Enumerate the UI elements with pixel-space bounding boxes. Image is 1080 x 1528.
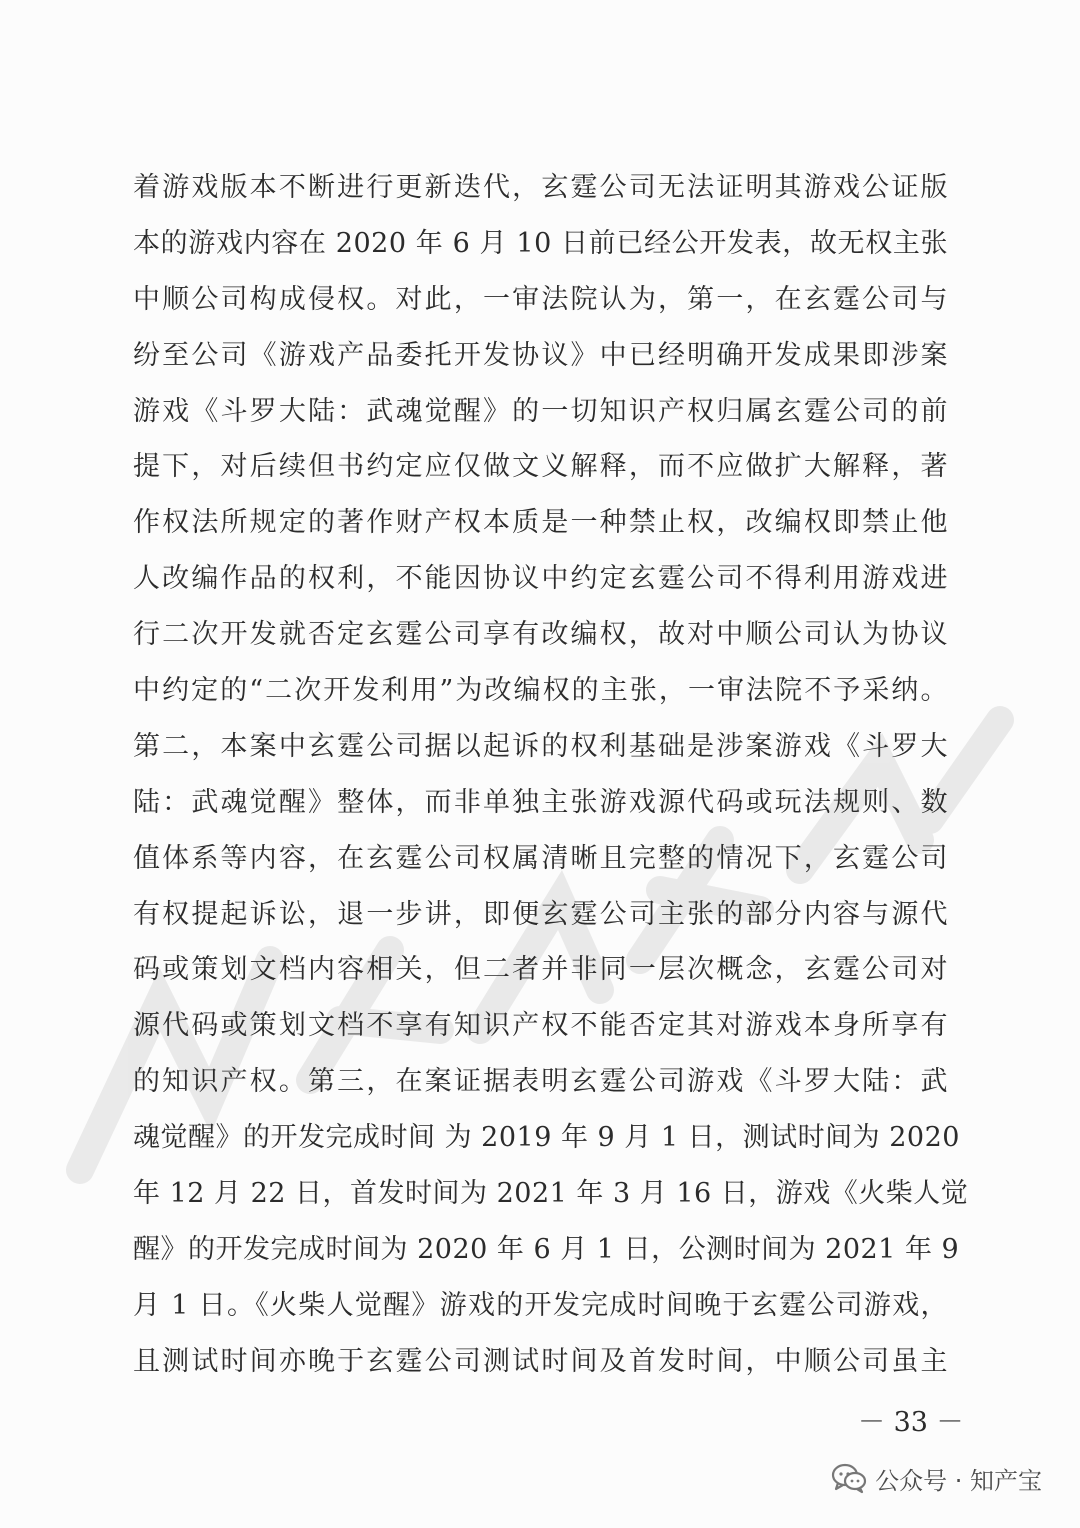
text-line: 纷至公司《游戏产品委托开发协议》中已经明确开发成果即涉案 bbox=[133, 339, 948, 371]
text-line: 游戏《斗罗大陆：武魂觉醒》的一切知识产权归属玄霆公司的前 bbox=[133, 395, 948, 427]
text-line: 中顺公司构成侵权。对此，一审法院认为，第一，在玄霆公司与 bbox=[133, 283, 948, 315]
text-line: 值体系等内容，在玄霆公司权属清晰且完整的情况下，玄霆公司 bbox=[133, 842, 948, 874]
text-line: 提下，对后续但书约定应仅做文义解释，而不应做扩大解释，著 bbox=[133, 451, 948, 483]
page-number: － 33 － bbox=[858, 1407, 964, 1438]
text-line: 陆：武魂觉醒》整体，而非单独主张游戏源代码或玩法规则、数 bbox=[133, 786, 948, 818]
body-text bbox=[133, 160, 969, 1390]
footer-brand-label: 公众号 · 知产宝 bbox=[875, 1466, 1042, 1495]
text-line: 行二次开发就否定玄霆公司享有改编权，故对中顺公司认为协议 bbox=[133, 619, 948, 651]
text-line: 且测试时间亦晚于玄霆公司测试时间及首发时间，中顺公司虽主 bbox=[133, 1345, 948, 1377]
text-line: 码或策划文档内容相关，但二者并非同一层次概念，玄霆公司对 bbox=[133, 954, 948, 986]
text-line: 年 12 月 22 日，首发时间为 2021 年 3 月 16 日，游戏《火柴人觉 bbox=[133, 1178, 969, 1210]
text-line: 人改编作品的权利，不能因协议中约定玄霆公司不得利用游戏进 bbox=[133, 563, 948, 595]
text-line: 源代码或策划文档不享有知识产权不能否定其对游戏本身所享有 bbox=[133, 1010, 948, 1042]
text-line: 中约定的“二次开发利用”为改编权的主张，一审法院不予采纳。 bbox=[133, 675, 948, 707]
text-line: 魂觉醒》的开发完成时间 为 2019 年 9 月 1 日，测试时间为 2020 bbox=[133, 1122, 960, 1154]
text-line: 着游戏版本不断进行更新迭代，玄霆公司无法证明其游戏公证版 bbox=[133, 172, 948, 203]
text-line: 第二，本案中玄霆公司据以起诉的权利基础是涉案游戏《斗罗大 bbox=[133, 730, 948, 762]
text-line: 作权法所规定的著作财产权本质是一种禁止权，改编权即禁止他 bbox=[133, 507, 948, 539]
text-line: 月 1 日。《火柴人觉醒》游戏的开发完成时间晚于玄霆公司游戏， bbox=[133, 1289, 948, 1321]
text-line: 的知识产权。第三，在案证据表明玄霆公司游戏《斗罗大陆：武 bbox=[133, 1066, 948, 1098]
footer-brand bbox=[831, 1456, 1042, 1500]
wechat-icon bbox=[831, 1462, 867, 1494]
text-line: 有权提起诉讼，退一步讲，即便玄霆公司主张的部分内容与源代 bbox=[133, 898, 948, 930]
text-line: 本的游戏内容在 2020 年 6 月 10 日前已经公开发表，故无权主张 bbox=[133, 227, 948, 259]
text-line: 醒》的开发完成时间为 2020 年 6 月 1 日，公测时间为 2021 年 9 bbox=[133, 1233, 960, 1265]
